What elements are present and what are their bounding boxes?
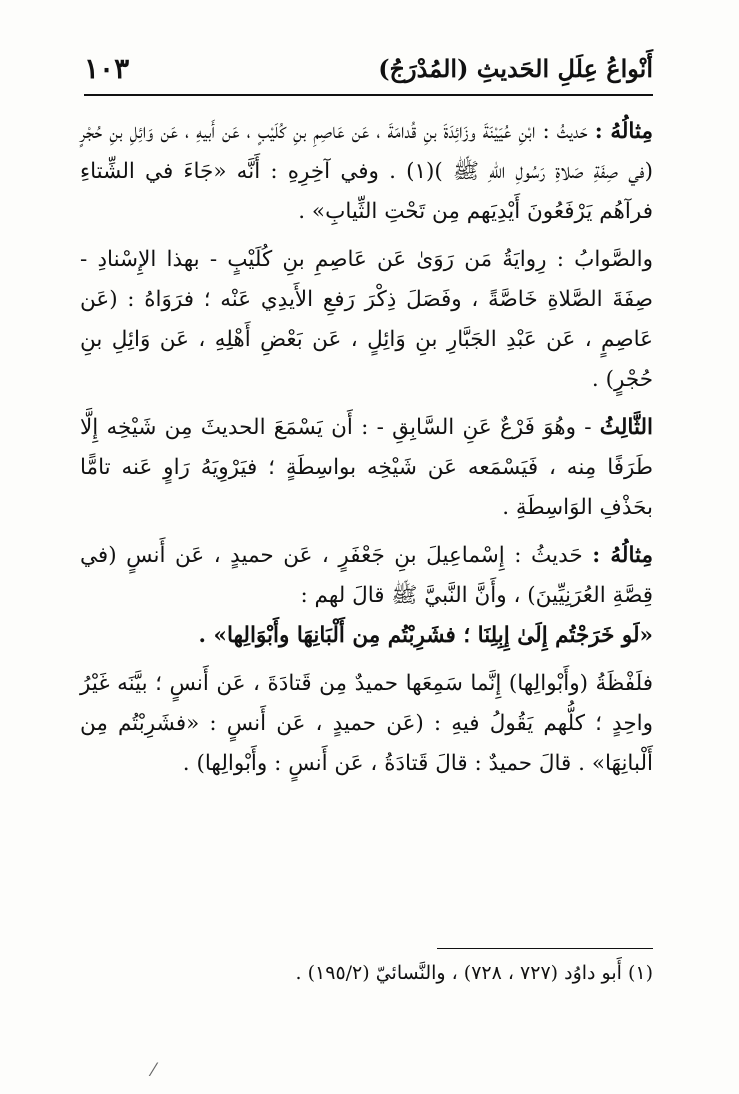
paragraph-label: مِثالُهُ : bbox=[592, 543, 653, 568]
scan-mark: ⁄ bbox=[152, 1060, 156, 1081]
paragraph-text: فلَفْظَةُ (وأَبْوالِها) إِنَّما سَمِعَها حميدٌ مِن قَتادَةَ ، عَن أَنسٍ ؛ بيَّنَه غَيْرُ واحِدٍ ؛ كلُّهم يَقُولُ فيهِ : (عَن حميدٍ ، عَن أَنسٍ : «فشَرِبْتُم مِن أَلْبانِهَا» . قالَ حميدٌ : قالَ قَتادَةُ ، عَن أَنسٍ : وأَبْوالِها) . bbox=[80, 671, 653, 776]
paragraph-explanation bbox=[80, 664, 653, 784]
footnote: (١) أَبو داوُد (٧٢٧ ، ٧٢٨) ، والنَّسائيّ (١٩٥/٢) . bbox=[295, 962, 653, 984]
paragraph-example-1 bbox=[80, 112, 653, 232]
footnote-divider bbox=[437, 948, 653, 949]
paragraph-text: والصَّوابُ : رِوايَةُ مَن رَوَىٰ عَن عَاصِمِ بنِ كُلَيْبٍ - بهذا الإِسْنادِ - صِفَةَ الصَّلاةِ خَاصَّةً ، وفَصَلَ ذِكْرَ رَفعِ الأَيدِي عَنْه ؛ فرَوَاهُ : (عَن عَاصِمٍ ، عَن عَبْدِ الجَبَّارِ بنِ وَائِلٍ ، عَن بَعْضِ أَهْلِهِ ، عَن وَائِلِ بنِ حُجْرٍ) . bbox=[80, 247, 653, 392]
paragraph-label: مِثالُهُ : bbox=[594, 119, 653, 144]
paragraph-text: حَديثُ : إِسْماعِيلَ بنِ جَعْفَرٍ ، عَن حميدٍ ، عَن أَنسٍ (في قِصَّةِ العُرَنِيِّينَ) ، وأَنَّ النَّبيَّ ﷺ قالَ لهم : bbox=[80, 543, 653, 608]
running-head bbox=[84, 48, 653, 88]
paragraph-third-type bbox=[80, 408, 653, 528]
page-number: ١٠٣ bbox=[84, 51, 130, 85]
main-text bbox=[80, 112, 653, 792]
paragraph-example-2 bbox=[80, 536, 653, 656]
paragraph-text: - وهُوَ فَرْعٌ عَنِ السَّابِقِ - : أَن يَسْمَعَ الحديثَ مِن شَيْخِه إِلَّا طَرَفًا مِنه ، فَيَسْمَعه عَن شَيْخِه بواسِطَةٍ ؛ فيَرْوِيَهُ رَاوٍ عَنه تامًّا بحَذْفِ الوَاسِطَةِ . bbox=[80, 415, 653, 520]
hadith-quote: «لَو خَرَجْتُم إِلَىٰ إِبِلِنَا ؛ فشَرِبْتُم مِن أَلْبَانِهَا وأَبْوَالِها» . bbox=[198, 623, 653, 648]
paragraph-correct-version bbox=[80, 240, 653, 400]
paragraph-label: الثَّالِثُ bbox=[599, 415, 653, 440]
page-title: أَنْواعُ عِلَلِ الحَديثِ (المُدْرَجُ) bbox=[378, 53, 653, 83]
paragraph-text: حَديثُ : ابْنِ عُيَيْنَةَ وزَائِدَةَ بنِ قُدامَةَ ، عَن عَاصِمِ بنِ كُلَيْبٍ ، عَن أَبيهِ ، عَن وَائِلِ بنِ حُجْرٍ (في صِفَةِ صَلاةِ رَسُولِ اللهِ ﷺ )(١) . وفي آخِرِهِ : أَنَّه «جَاءَ في الشِّتاءِ فرآهُم يَرْفَعُونَ أَيْدِيَهم مِن تَحْتِ الثِّيابِ» . bbox=[80, 119, 653, 224]
header-divider bbox=[84, 94, 653, 96]
